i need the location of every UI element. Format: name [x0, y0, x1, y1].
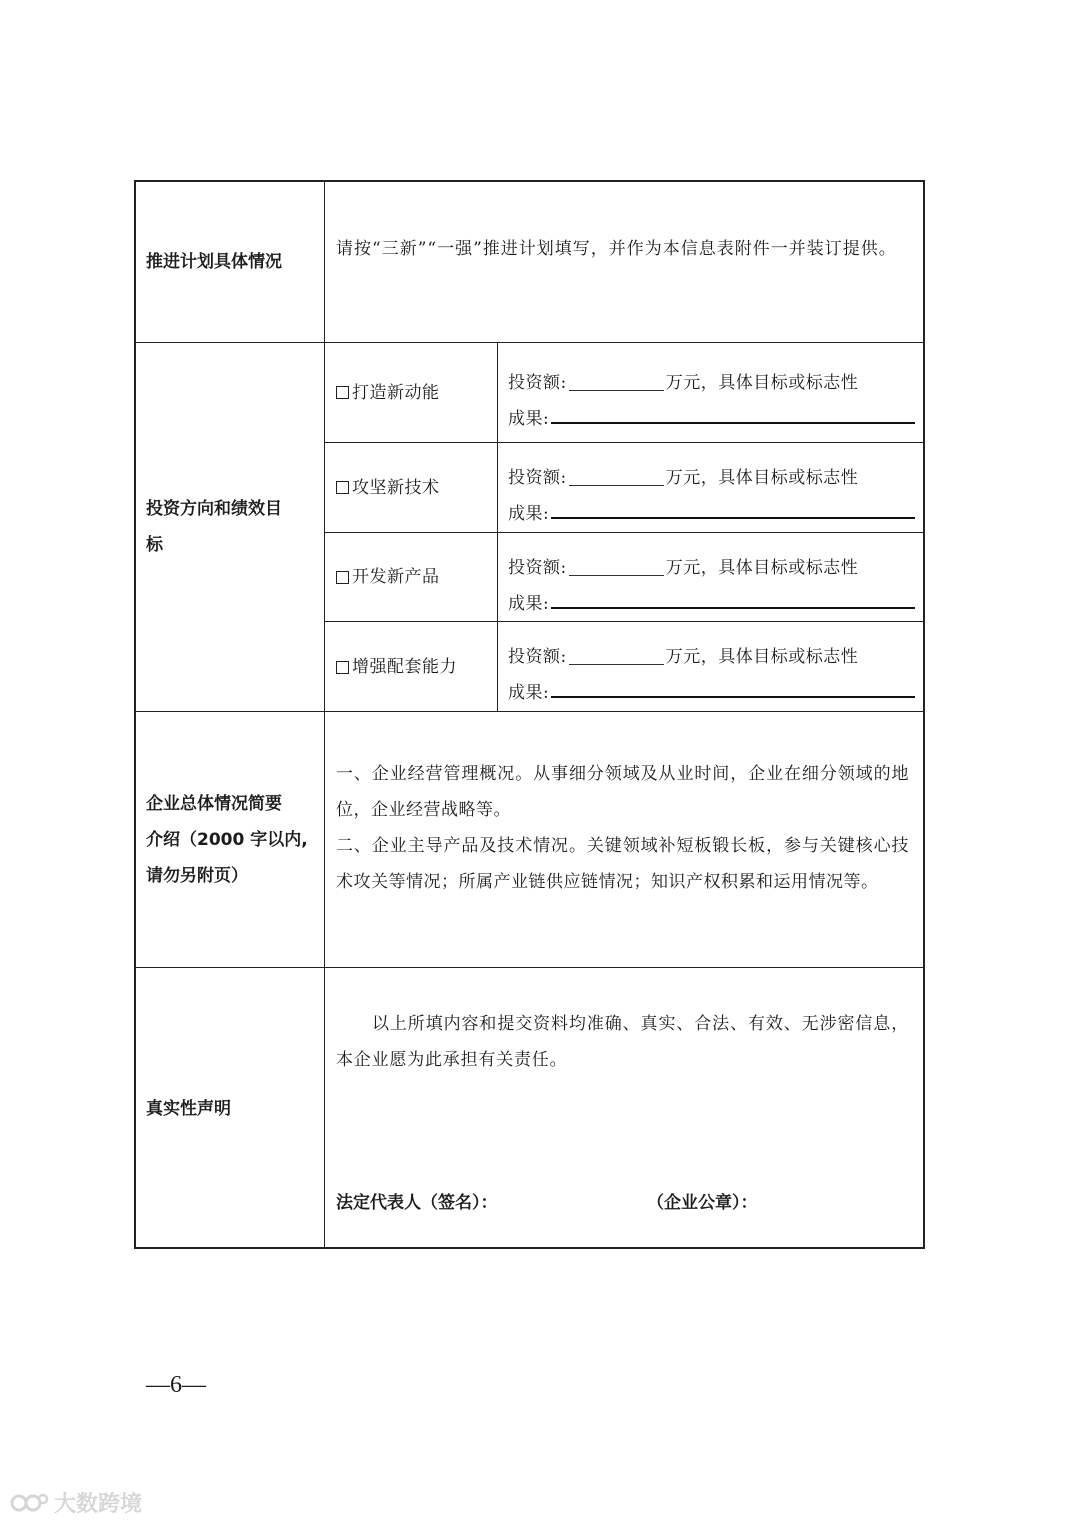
info-form-table — [134, 180, 925, 1249]
result-label: 成果: — [508, 504, 550, 524]
investment-option[interactable] — [325, 443, 498, 532]
investment-option[interactable] — [325, 343, 498, 442]
amount-suffix: 万元，具体目标或标志性 — [665, 647, 859, 667]
investment-detail — [498, 343, 923, 442]
investment-detail — [498, 443, 923, 532]
label-investment — [136, 343, 325, 711]
option-label: 增强配套能力 — [352, 657, 457, 677]
checkbox-icon[interactable] — [336, 386, 349, 399]
amount-suffix: 万元，具体目标或标志性 — [665, 558, 859, 578]
content-overview[interactable] — [325, 712, 923, 967]
overview-para1: 一、企业经营管理概况。从事细分领域及从业时间，企业在细分领域的地位，企业经营战略等。 — [336, 764, 909, 820]
logo-icon — [10, 1490, 50, 1516]
checkbox-icon[interactable] — [336, 481, 349, 494]
investment-detail — [498, 622, 923, 712]
amount-line — [508, 365, 858, 401]
label-overview-line1: 企业总体情况简要 — [146, 793, 282, 814]
label-declaration-text: 真实性声明 — [146, 1098, 231, 1119]
declaration-text: 以上所填内容和提交资料均准确、真实、合法、有效、无涉密信息，本企业愿为此承担有关责任。 — [336, 1014, 909, 1070]
amount-blank[interactable] — [569, 372, 664, 391]
result-line — [508, 401, 915, 437]
investment-item — [325, 533, 923, 622]
label-overview-line3: 请勿另附页） — [146, 865, 248, 886]
option-label: 开发新产品 — [352, 567, 440, 587]
label-plan-text: 推进计划具体情况 — [146, 252, 282, 272]
investment-item — [325, 343, 923, 443]
amount-suffix: 万元，具体目标或标志性 — [665, 373, 859, 393]
result-blank[interactable] — [551, 678, 915, 698]
content-declaration — [325, 968, 923, 1249]
amount-blank[interactable] — [569, 646, 664, 665]
content-plan[interactable] — [325, 182, 923, 342]
investment-item — [325, 443, 923, 533]
label-plan — [136, 182, 325, 342]
label-investment-line2: 标 — [146, 535, 163, 555]
result-line — [508, 496, 915, 532]
row-declaration — [136, 968, 923, 1249]
option-label: 攻坚新技术 — [352, 477, 440, 498]
amount-label: 投资额: — [508, 647, 567, 667]
amount-suffix: 万元，具体目标或标志性 — [665, 468, 859, 488]
amount-line — [508, 550, 858, 586]
watermark — [10, 1487, 142, 1518]
row-plan — [136, 182, 923, 343]
investment-option[interactable] — [325, 533, 498, 621]
row-overview — [136, 712, 923, 968]
checkbox-icon[interactable] — [336, 571, 349, 584]
result-line — [508, 675, 915, 711]
amount-label: 投资额: — [508, 558, 567, 578]
amount-blank[interactable] — [569, 467, 664, 486]
page-number: —6— — [146, 1372, 206, 1398]
checkbox-icon[interactable] — [336, 661, 349, 674]
result-blank[interactable] — [551, 404, 915, 424]
result-label: 成果: — [508, 409, 550, 429]
row-investment — [136, 343, 923, 712]
content-investment — [325, 343, 923, 711]
amount-line — [508, 639, 858, 675]
label-overview — [136, 712, 325, 967]
option-label: 打造新动能 — [352, 382, 440, 403]
investment-detail — [498, 533, 923, 621]
label-investment-line1: 投资方向和绩效目 — [146, 499, 282, 519]
result-line — [508, 586, 915, 622]
label-overview-line2: 介绍（2000 字以内, — [146, 829, 308, 850]
signature-label[interactable]: 法定代表人（签名）： — [336, 1193, 498, 1213]
investment-item — [325, 622, 923, 712]
result-blank[interactable] — [551, 499, 915, 519]
amount-blank[interactable] — [569, 557, 664, 576]
result-label: 成果: — [508, 683, 550, 703]
overview-para2: 二、企业主导产品及技术情况。关键领域补短板锻长板，参与关键核心技术攻关等情况；所属产业链供应链情况；知识产权积累和运用情况等。 — [336, 836, 909, 892]
plan-instruction: 请按“三新”“一强”推进计划填写，并作为本信息表附件一并装订提供。 — [336, 239, 897, 259]
amount-label: 投资额: — [508, 468, 567, 488]
seal-label[interactable]: （企业公章）： — [647, 1193, 758, 1213]
label-declaration — [136, 968, 325, 1249]
amount-line — [508, 460, 858, 496]
result-blank[interactable] — [551, 589, 915, 609]
watermark-text: 大数跨境 — [54, 1492, 143, 1517]
result-label: 成果: — [508, 594, 550, 614]
investment-option[interactable] — [325, 622, 498, 712]
amount-label: 投资额: — [508, 373, 567, 393]
